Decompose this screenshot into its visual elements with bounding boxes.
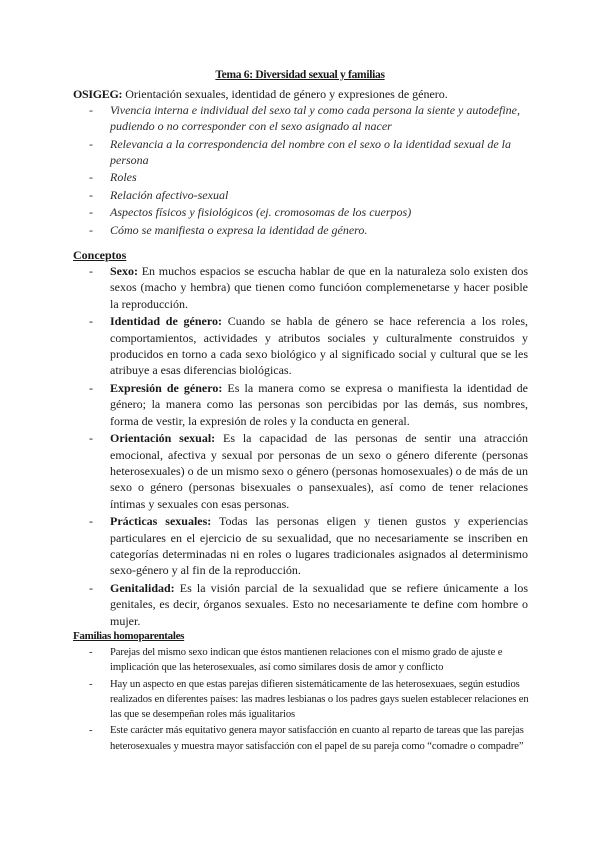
list-item: - Parejas del mismo sexo indican que éstos mantienen relaciones con el mismo grado de ajuste e implicación que las heterosexuales, así como similares dosis de amor y conflicto [89, 647, 503, 674]
list-item: - Aspectos físicos y fisiológicos (ej. cromosomas de los cuerpos) [89, 205, 412, 219]
list-item: - Este carácter más equitativo genera mayor satisfacción en cuanto al reparto de tareas que las parejas heterosexuales y muestra mayor satisfacción con el papel de su pareja como “comadre o compadre” [89, 725, 524, 752]
list-item: - Relación afectivo-sexual [89, 187, 229, 202]
concept-text: Es la manera como se expresa o manifiesta la identidad de género; la manera como las personas son percibidas por las demás, sus nombres, forma de vestir, la expresión de roles y la conducta en general. [110, 381, 528, 428]
osigeg-label: OSIGEG: [73, 87, 123, 101]
concept-term: Identidad de género: [110, 314, 222, 329]
concept-text: Todas las personas eligen y tienen gustos y experiencias particulares en el ejercicio de su sexualidad, que no necesariamente se inscriben en categorías determinadas ni en roles o lugares tradicionales asignados al determinismo sexo-género y al fin de la reproducción. [110, 514, 528, 578]
concept-term: Sexo: [110, 264, 138, 278]
conceptos-list [73, 263, 528, 631]
list-item: - Vivencia interna e individual del sexo tal y como cada persona la siente y autodefine, pudiendo o no corresponder con el sexo asignado al nacer [89, 103, 521, 133]
concept-term: Orientación sexual: [110, 431, 216, 446]
list-item: - Roles [89, 170, 137, 184]
concept-text: Es la visión parcial de la sexualidad que se refiere únicamente a los genitales, es decir, órganos sexuales. Esto no necesariamente te define com hombre o mujer. [110, 581, 528, 628]
concept-item-identidad: - Identidad de género: Cuando se habla de género se hace referencia a los roles, comportamientos, actividades y atributos sociales y culturalmente construidos y producidos en torno a cada sexo biológico y al significado social y cultural que se les atribuye a esas diferencias biológicas. [89, 314, 529, 378]
page-title: Tema 6: Diversidad sexual y familias [215, 69, 385, 81]
concept-item-practicas: - Prácticas sexuales: Todas las personas eligen y tienen gustos y experiencias particulares en el ejercicio de su sexualidad, que no necesariamente se inscriben en categorías determinadas ni en roles o lugares tradicionales asignados al determinismo sexo-género y al fin de la reproducción. [89, 514, 528, 578]
familias-list [73, 645, 533, 755]
osigeg-list [73, 102, 533, 239]
osigeg-text: Orientación sexuales, identidad de género y expresiones de género. [125, 87, 448, 101]
concept-item-orientacion: - Orientación sexual: Es la capacidad de las personas de sentir una atracción emocional, afectiva y sexual por personas de un sexo o género diferente (personas heterosexuales) o de un mismo sexo o género (personas homosexuales) o de más de un sexo o género (personas bisexuales o pansexuales), así como de tener relaciones íntimas y sexuales con esas personas. [89, 431, 528, 511]
concept-text: Cuando se habla de género se hace referencia a los roles, comportamientos, actividades y atributos sociales y culturalmente construidos y producidos en torno a cada sexo biológico y al significado social y cultural que se les atribuye a esas diferencias biológicas. [110, 314, 529, 378]
section-heading-familias: Familias homoparentales [73, 630, 185, 642]
osigeg-definition [73, 86, 533, 102]
concept-term: Expresión de género: [110, 381, 223, 396]
section-heading-conceptos: Conceptos [73, 248, 127, 262]
list-item: - Hay un aspecto en que estas parejas difieren sistemáticamente de las heterosexuaes, según estudios realizados en diferentes países: las madres lesbianas o los padres gays suelen establecer relaciones en las que se desempeñan roles más igualitarios [89, 678, 529, 721]
concept-text: Es la capacidad de las personas de sentir una atracción emocional, afectiva y sexual por personas de un sexo o género diferente (personas heterosexuales) o de un mismo sexo o género (personas homosexuales) o de más de un sexo o género (personas bisexuales o pansexuales), así como de tener relaciones íntimas y sexuales con esas personas. [110, 431, 528, 511]
concept-term: Prácticas sexuales: [110, 514, 212, 529]
concept-item-genitalidad: - Genitalidad: Es la visión parcial de la sexualidad que se refiere únicamente a los genitales, es decir, órganos sexuales. Esto no necesariamente te define com hombre o mujer. [89, 581, 528, 628]
concept-item-sexo: - Sexo: En muchos espacios se escucha hablar de que en la naturaleza solo existen dos sexos (macho y hembra) que tienen como funcióon complemenetarse y hacer posible la reproducción. [89, 264, 528, 311]
list-item: - Cómo se manifiesta o expresa la identidad de género. [89, 222, 368, 237]
concept-item-expresion: - Expresión de género: Es la manera como se expresa o manifiesta la identidad de género; la manera como las personas son percibidas por las demás, sus nombres, forma de vestir, la expresión de roles y la conducta en general. [89, 381, 528, 428]
list-item: - Relevancia a la correspondencia del nombre con el sexo o la identidad sexual de la persona [89, 136, 512, 167]
concept-term: Genitalidad: [110, 581, 175, 596]
concept-text: En muchos espacios se escucha hablar de que en la naturaleza solo existen dos sexos (macho y hembra) que tienen como funcióon complemenetarse y hacer posible la reproducción. [110, 264, 528, 311]
